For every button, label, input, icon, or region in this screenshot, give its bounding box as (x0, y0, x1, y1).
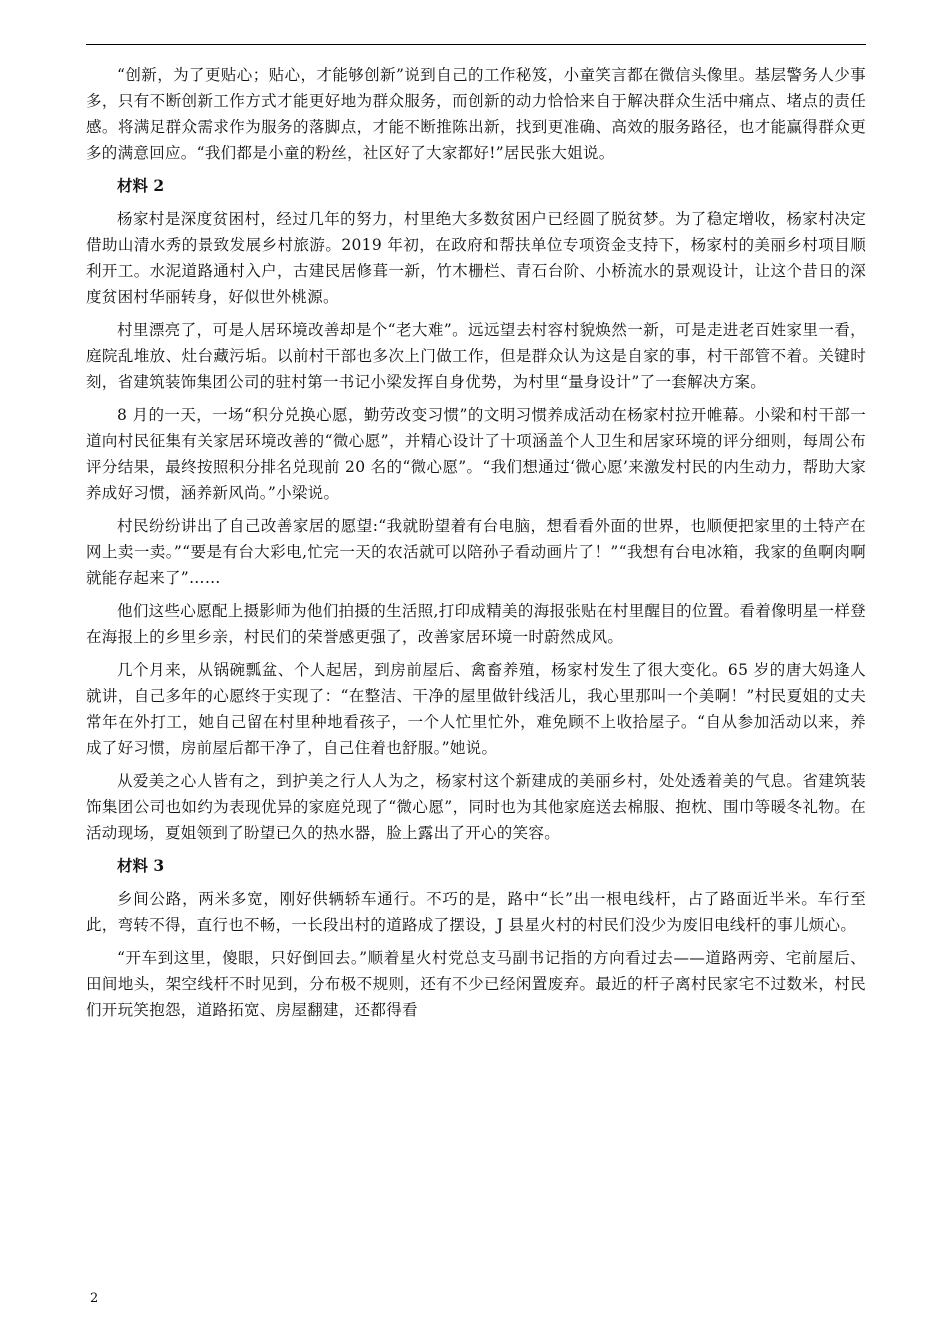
paragraph: 杨家村是深度贫困村，经过几年的努力，村里绝大多数贫困户已经圆了脱贫梦。为了稳定增收，杨家村决定借助山清水秀的景致发展乡村旅游。2019 年初，在政府和帮扶单位专项资金支持下，杨家村的美丽乡村项目顺利开工。水泥道路通村入户，古建民居修葺一新，竹木栅栏、青石台阶、小桥流水的景观设计，让这个昔日的深度贫困村华丽转身，好似世外桃源。 (86, 210, 866, 306)
paragraph: 几个月来，从锅碗瓢盆、个人起居，到房前屋后、禽畜养殖，杨家村发生了很大变化。65 岁的唐大妈逢人就讲，自己多年的心愿终于实现了：“在整洁、干净的屋里做针线活儿，我心里那叫一个美啊！”村民夏姐的丈夫常年在外打工，她自己留在村里种地看孩子，一个人忙里忙外，难免顾不上收拾屋子。“自从参加活动以来，养成了好习惯，房前屋后都干净了，自己住着也舒服。”她说。 (86, 661, 866, 757)
paragraph: 从爱美之心人皆有之，到护美之行人人为之，杨家村这个新建成的美丽乡村，处处透着美的气息。省建筑装饰集团公司也如约为表现优异的家庭兑现了“微心愿”，同时也为其他家庭送去棉服、抱枕、围巾等暖冬礼物。在活动现场，夏姐领到了盼望已久的热水器，脸上露出了开心的笑容。 (86, 772, 866, 842)
document-body (86, 62, 866, 1030)
header-rule (86, 44, 866, 45)
paragraph: 8 月的一天，一场“积分兑换心愿，勤劳改变习惯”的文明习惯养成活动在杨家村拉开帷幕。小梁和村干部一道向村民征集有关家居环境改善的“微心愿”，并精心设计了十项涵盖个人卫生和居家环境的评分细则，每周公布评分结果，最终按照积分排名兑现前 20 名的“微心愿”。“我们想通过‘微心愿’来激发村民的内生动力，帮助大家养成好习惯，涵养新风尚。”小梁说。 (86, 406, 866, 502)
paragraph: “创新，为了更贴心；贴心，才能够创新”说到自己的工作秘笈，小童笑言都在微信头像里。基层警务人少事多，只有不断创新工作方式才能更好地为群众服务，而创新的动力恰恰来自于解决群众生活中痛点、堵点的责任感。将满足群众需求作为服务的落脚点，才能不断推陈出新，找到更准确、高效的服务路径，也才能赢得群众更多的满意回应。“我们都是小童的粉丝，社区好了大家都好!”居民张大姐说。 (86, 66, 866, 162)
paragraph: “开车到这里，傻眼，只好倒回去。”顺着星火村党总支马副书记指的方向看过去——道路两旁、宅前屋后、田间地头，架空线杆不时见到，分布极不规则，还有不少已经闲置废弃。最近的杆子离村民家宅不过数米，村民们开玩笑抱怨，道路拓宽、房屋翻建，还都得看 (86, 949, 866, 1019)
paragraph: 乡间公路，两米多宽，刚好供辆轿车通行。不巧的是，路中“长”出一根电线杆，占了路面近半米。车行至此，弯转不得，直行也不畅，一长段出村的道路成了摆设，J 县星火村的村民们没少为废旧电线杆的事儿烦心。 (86, 890, 866, 934)
paragraph: 村民纷纷讲出了自己改善家居的愿望:“我就盼望着有台电脑，想看看外面的世界，也顺便把家里的土特产在网上卖一卖。”“要是有台大彩电,忙完一天的农活就可以陪孙子看动画片了！”“我想有台电冰箱，我家的鱼啊肉啊就能存起来了”…… (86, 517, 866, 587)
section-heading-material-2: 材料 2 (117, 176, 165, 195)
paragraph: 他们这些心愿配上摄影师为他们拍摄的生活照,打印成精美的海报张贴在村里醒目的位置。看着像明星一样登在海报上的乡里乡亲，村民们的荣誉感更强了，改善家居环境一时蔚然成风。 (86, 602, 866, 646)
paragraph: 村里漂亮了，可是人居环境改善却是个“老大难”。远远望去村容村貌焕然一新，可是走进老百姓家里一看，庭院乱堆放、灶台藏污垢。以前村干部也多次上门做工作，但是群众认为这是自家的事，村干部管不着。关键时刻，省建筑装饰集团公司的驻村第一书记小梁发挥自身优势，为村里“量身设计”了一套解决方案。 (86, 321, 866, 391)
section-heading-material-3: 材料 3 (117, 856, 165, 875)
page-number: 2 (90, 1291, 99, 1306)
